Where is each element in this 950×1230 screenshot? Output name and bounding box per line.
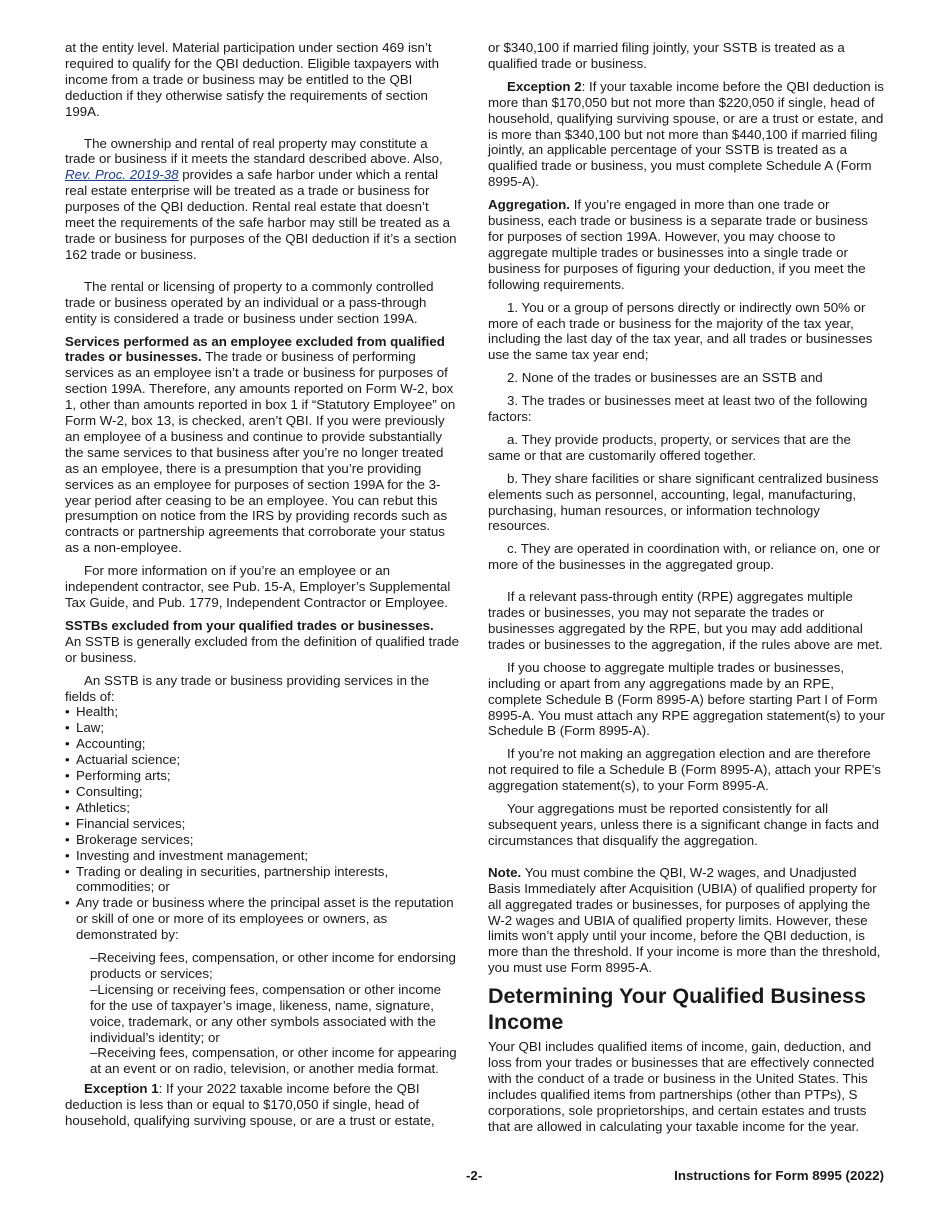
- exception-1-heading: Exception 1: [84, 1081, 159, 1097]
- paragraph-real-property: [65, 136, 459, 263]
- form-title: Instructions for Form 8995 (2022): [674, 1168, 884, 1183]
- paragraph-aggregation: [488, 197, 885, 292]
- paragraph-sstb-any: An SSTB is any trade or business providing services in the fields of:: [65, 672, 430, 704]
- exception-2-heading: Exception 2: [507, 78, 582, 94]
- dash-item: –Receiving fees, compensation, or other income for appearing at an event or on radio, television, or another media format.: [90, 1045, 457, 1077]
- list-item: • Any trade or business where the principal asset is the reputation or skill of one or more of its employees or owners, as demonstrated by:: [65, 895, 459, 943]
- list-item: • Actuarial science;: [65, 752, 459, 768]
- list-item: • Health;: [65, 704, 459, 720]
- paragraph-consistent: Your aggregations must be reported consistently for all subsequent years, unless there is a significant change in facts and circumstances that disqualify the aggregation.: [488, 801, 880, 848]
- right-column: [488, 40, 885, 1142]
- left-column: [65, 40, 459, 1136]
- requirement-2: 2. None of the trades or businesses are an SSTB and: [507, 370, 823, 386]
- paragraph-more-info: For more information on if you’re an employee or an independent contractor, see Pub. 15-A, Employer’s Supplemental Tax Guide, and Pub. 1779, Independent Contractor or Employee.: [65, 563, 451, 610]
- sstb-heading: SSTBs excluded from your qualified trades or businesses.: [65, 617, 434, 633]
- factor-a: a. They provide products, property, or services that are the same or that are customarily offered together.: [488, 431, 851, 463]
- exception-1-body: : If your 2022 taxable income before the QBI deduction is less than or equal to $170,050 if single, head of household, qualifying surviving spouse, or are a trust or estate,: [65, 1081, 435, 1129]
- paragraph-qbi: Your QBI includes qualified items of income, gain, deduction, and loss from your trades or businesses that are effectively connected with the conduct of a trade or business in the United States. This includes qualified items from partnerships (other than PTPs), S corporations, sole proprietorships, and certain estates and trusts that are allowed in calculating your taxable income for the year.: [488, 1039, 875, 1134]
- list-item: • Investing and investment management;: [65, 848, 459, 864]
- paragraph-real-property-text-b: provides a safe harbor under which a rental real estate enterprise will be treated as a trade or business for purposes of the QBI deduction. Rental real estate that doesn’t meet the requirements of the safe harbor may still be treated as a trade or business for purposes of the QBI deduction if it’s a section 162 trade or business.: [65, 167, 457, 262]
- aggregation-body: If you’re engaged in more than one trade or business, each trade or business is a separate trade or business for purposes of section 199A. However, you may choose to aggregate multiple trades or businesses into a single trade or business for purposes of figuring your deduction, if you meet the following requirements.: [488, 197, 868, 292]
- note-body: You must combine the QBI, W-2 wages, and Unadjusted Basis Immediately after Acquisition (UBIA) of qualified property for all aggregated trades or businesses, for purposes of applying the W-2 wages and UBIA of qualified property limits. However, these limits won’t apply until your income, before the QBI deduction, is more than the threshold. If your income is more than the threshold, you must use Form 8995-A.: [488, 864, 881, 976]
- rev-proc-link[interactable]: Rev. Proc. 2019-38: [65, 167, 179, 183]
- paragraph-not-making-election: If you’re not making an aggregation election and are therefore not required to file a Schedule B (Form 8995-A), attach your RPE’s aggregation statement(s), to your Form 8995-A.: [488, 746, 881, 794]
- list-item: • Brokerage services;: [65, 832, 459, 848]
- paragraph-services-employee: [65, 334, 459, 557]
- factor-c: c. They are operated in coordination with, or reliance on, one or more of the businesses in the aggregated group.: [488, 541, 881, 573]
- paragraph-rpe: If a relevant pass-through entity (RPE) aggregates multiple trades or businesses, you may not separate the trades or businesses aggregated by the RPE, but you may add additional trades or businesses to the aggregation, if the rules above are met.: [488, 589, 883, 652]
- list-item: • Law;: [65, 720, 459, 736]
- sstb-fields-list: [65, 704, 459, 943]
- paragraph-note: [488, 865, 885, 976]
- factor-b: b. They share facilities or share significant centralized business elements such as personnel, accounting, legal, manufacturing, purchasing, human resources, or information technology resources.: [488, 470, 879, 534]
- list-item: • Consulting;: [65, 784, 459, 800]
- section-heading-qbi: Determining Your Qualified Business Income: [488, 984, 866, 1035]
- services-heading: Services performed as an employee excluded from qualified trades or businesses.: [65, 333, 445, 365]
- paragraph-entity-level: at the entity level. Material participation under section 469 isn’t required to qualify for the QBI deduction. Eligible taxpayers with income from a trade or business may be entitled to the QBI deduction if they otherwise satisfy the requirements of section 199A.: [65, 40, 439, 119]
- paragraph-rental-licensing: The rental or licensing of property to a commonly controlled trade or business operated by an individual or a pass-through entity is considered a trade or business under section 199A.: [65, 278, 434, 326]
- sstb-body: An SSTB is generally excluded from the definition of qualified trade or business.: [65, 633, 459, 665]
- dash-item: –Licensing or receiving fees, compensation or other income for the use of taxpayer’s image, likeness, name, signature, voice, trademark, or any other symbols associated with the individual’s identity; or: [90, 981, 442, 1045]
- paragraph-exception-1: [65, 1081, 459, 1129]
- page-number: -2-: [466, 1168, 483, 1183]
- aggregation-heading: Aggregation.: [488, 197, 570, 213]
- services-body: The trade or business of performing services as an employee isn’t a trade or business for purposes of section 199A. Therefore, any amounts reported on Form W-2, box 1, other than amounts reported in box 1 if “Statutory Employee” on Form W-2, box 13, is checked, aren’t QBI. If you were previously an employee of a business and continue to provide substantially the same services to that business after you’re no longer treated as an employee, there is a presumption that you’re providing services as an employee for purposes of section 199A for the 3-year period after ceasing to be an employee. You can rebut this presumption on notice from the IRS by providing records such as contracts or partnership agreements that corroborate your status as a non-employee.: [65, 349, 456, 556]
- paragraph-exception-2: [488, 79, 885, 190]
- paragraph-sstb: [65, 618, 459, 666]
- list-item: • Accounting;: [65, 736, 459, 752]
- paragraph-sstb-continued: or $340,100 if married filing jointly, your SSTB is treated as a qualified trade or business.: [488, 40, 845, 71]
- list-item: • Trading or dealing in securities, partnership interests, commodities; or: [65, 864, 459, 896]
- list-item: • Financial services;: [65, 816, 459, 832]
- note-heading: Note.: [488, 864, 522, 880]
- paragraph-choose-aggregate: If you choose to aggregate multiple trades or businesses, including or apart from any aggregations made by an RPE, complete Schedule B (Form 8995-A) before starting Part I of Form 8995-A. You must attach any RPE aggregation statement(s) to your Schedule B (Form 8995-A).: [488, 659, 885, 739]
- requirement-3: 3. The trades or businesses meet at least two of the following factors:: [488, 393, 868, 425]
- requirement-1: 1. You or a group of persons directly or indirectly own 50% or more of each trade or business for the majority of the tax year, including the last day of the tax year, and all trades or businesses use the same tax year end;: [488, 299, 873, 363]
- list-item: • Athletics;: [65, 800, 459, 816]
- exception-2-body: : If your taxable income before the QBI deduction is more than $170,050 but not more than $220,050 if single, head of household, qualifying surviving spouse, or are a trust or estate, and is more than $340,100 but not more than $440,100 if married filing jointly, an applicable percentage of your SSTB is treated as a qualified trade or business, you must complete Schedule A (Form 8995-A).: [488, 78, 884, 190]
- dash-item: –Receiving fees, compensation, or other income for endorsing products or services;: [90, 950, 456, 981]
- paragraph-real-property-text-a: The ownership and rental of real property may constitute a trade or business if it meets the standard described above. Also,: [65, 135, 443, 167]
- list-item: • Performing arts;: [65, 768, 459, 784]
- demonstrated-by-list: [90, 950, 459, 1077]
